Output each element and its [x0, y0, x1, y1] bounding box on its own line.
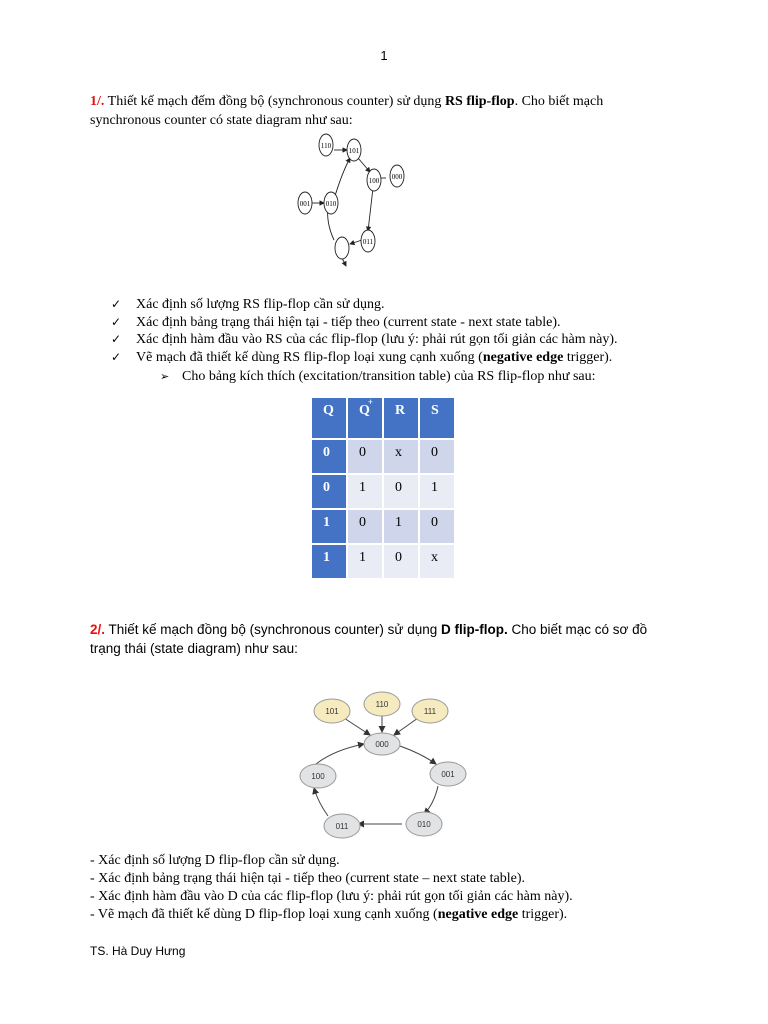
state-diagram-2	[294, 688, 472, 840]
task-item	[90, 906, 573, 924]
diagram-1-label-100: 100	[368, 177, 380, 185]
table-cell: 1	[348, 545, 382, 578]
diagram-1-node-110	[319, 134, 333, 156]
table-cell: 0	[420, 510, 454, 543]
table-cell: 0	[348, 440, 382, 473]
diagram-1-label-010: 010	[325, 200, 337, 208]
question-1-bold: RS flip-flop	[444, 94, 515, 109]
state-diagram-1	[290, 128, 415, 276]
diagram-2-node-110	[364, 692, 400, 716]
diagram-2-label-111: 111	[423, 707, 437, 716]
table-header-q-plus-label: Q	[359, 403, 370, 418]
checkmark-icon: ✓	[111, 332, 122, 346]
diagram-1-label-110: 110	[320, 142, 332, 150]
table-cell: 0	[348, 510, 382, 543]
table-cell: 1	[348, 475, 382, 508]
question-1-text-a: Thiết kế mạch đếm đồng bộ (synchronous counter) sử dụng	[104, 94, 445, 109]
table-cell: 0	[420, 440, 454, 473]
diagram-1-node-000	[390, 165, 404, 187]
table-header-q-plus	[348, 398, 382, 438]
diagram-2-label-011: 011	[335, 822, 349, 831]
arrow-bullet-icon: ➢	[160, 370, 170, 383]
diagram-2-node-000	[364, 733, 400, 755]
diagram-1-node-lower	[335, 237, 349, 259]
table-cell: x	[384, 440, 418, 473]
question-2-line-2: trạng thái (state diagram) như sau:	[90, 641, 298, 656]
table-cell: 1	[420, 475, 454, 508]
checkmark-icon: ✓	[111, 314, 122, 329]
task-item	[108, 314, 618, 332]
author-footer: TS. Hà Duy Hưng	[90, 944, 186, 958]
task-text: Vẽ mạch đã thiết kế dùng RS flip-flop loại xung cạnh xuống (	[136, 349, 483, 365]
task-item	[108, 331, 618, 349]
diagram-2-label-110: 110	[375, 700, 389, 709]
diagram-1-label-001: 001	[299, 200, 311, 208]
table-cell: 1	[312, 510, 346, 543]
diagram-1-node-001	[298, 192, 312, 214]
question-2-task-list	[90, 852, 573, 924]
task-item	[108, 296, 618, 314]
task-item: - Xác định hàm đầu vào D của các flip-flop (lưu ý: phải rút gọn tối giản các hàm này).	[90, 889, 573, 904]
diagram-2-label-101: 101	[325, 707, 339, 716]
diagram-2-node-010	[406, 812, 442, 836]
table-cell: 1	[312, 545, 346, 578]
task-text-end: trigger).	[518, 907, 568, 922]
question-2-text	[90, 620, 720, 658]
task-text: Xác định hàm đầu vào RS của các flip-flop (lưu ý: phải rút gọn tối giản các hàm này).	[136, 332, 618, 347]
table-row	[312, 440, 454, 473]
question-1-line-2: synchronous counter có state diagram như sau:	[90, 113, 353, 128]
diagram-1-node-011	[361, 230, 375, 252]
question-1-number: 1/.	[90, 94, 105, 109]
table-row	[312, 475, 454, 508]
diagram-2-node-011	[324, 814, 360, 838]
diagram-1-label-011: 011	[362, 238, 374, 246]
question-2-bold: D flip-flop.	[441, 622, 508, 637]
diagram-1-node-010	[324, 192, 338, 214]
task-text-end: trigger).	[563, 349, 613, 365]
table-cell: 0	[312, 440, 346, 473]
diagram-1-label-000: 000	[391, 173, 403, 181]
task-item	[108, 349, 618, 367]
diagram-1-label-101: 101	[348, 147, 360, 155]
diagram-2-node-101	[314, 699, 350, 723]
table-header-sup: +	[367, 397, 374, 407]
checkmark-icon: ✓	[111, 349, 122, 364]
excitation-note	[160, 368, 596, 386]
diagram-1-node-100	[367, 169, 381, 191]
table-cell: x	[420, 545, 454, 578]
diagram-2-label-000: 000	[375, 740, 389, 749]
diagram-2-node-001	[430, 762, 466, 786]
diagram-2-label-010: 010	[417, 820, 431, 829]
question-2-number: 2/.	[90, 622, 106, 637]
diagram-2-label-001: 001	[441, 770, 455, 779]
question-2-text-a: Thiết kế mạch đồng bộ (synchronous counter) sử dụng	[105, 622, 441, 637]
task-item: - Xác định số lượng D flip-flop cần sử dụng.	[90, 853, 340, 868]
diagram-2-node-111	[412, 699, 448, 723]
task-text: - Vẽ mạch đã thiết kế dùng D flip-flop loại xung cạnh xuống (	[90, 907, 438, 922]
table-cell: 0	[312, 475, 346, 508]
page-number: 1	[380, 48, 388, 63]
question-1-task-list	[108, 296, 618, 366]
excitation-note-text: Cho bảng kích thích (excitation/transition table) của RS flip-flop như sau:	[182, 369, 596, 384]
question-2-text-b: Cho biết mạc có sơ đồ	[507, 622, 648, 637]
table-header-r: R	[384, 398, 418, 438]
table-header-s: S	[420, 398, 454, 438]
question-1-text-b: . Cho biết mạch	[514, 94, 604, 109]
table-cell: 0	[384, 475, 418, 508]
task-text: Xác định số lượng RS flip-flop cần sử dụng.	[136, 297, 385, 312]
checkmark-icon: ✓	[111, 297, 122, 311]
task-text: Xác định bảng trạng thái hiện tại - tiếp theo (current state - next state table).	[136, 314, 561, 330]
diagram-1-node-101	[347, 139, 361, 161]
table-cell: 0	[384, 545, 418, 578]
question-1-text	[90, 92, 710, 130]
table-row	[312, 510, 454, 543]
table-cell: 1	[384, 510, 418, 543]
excitation-table	[310, 396, 456, 580]
task-item: - Xác định bảng trạng thái hiện tại - tiếp theo (current state – next state table).	[90, 871, 526, 886]
table-header-q: Q	[312, 398, 346, 438]
task-bold: negative edge	[437, 907, 519, 922]
table-row	[312, 545, 454, 578]
diagram-2-node-100	[300, 764, 336, 788]
diagram-2-label-100: 100	[311, 772, 325, 781]
task-bold: negative edge	[482, 349, 564, 365]
